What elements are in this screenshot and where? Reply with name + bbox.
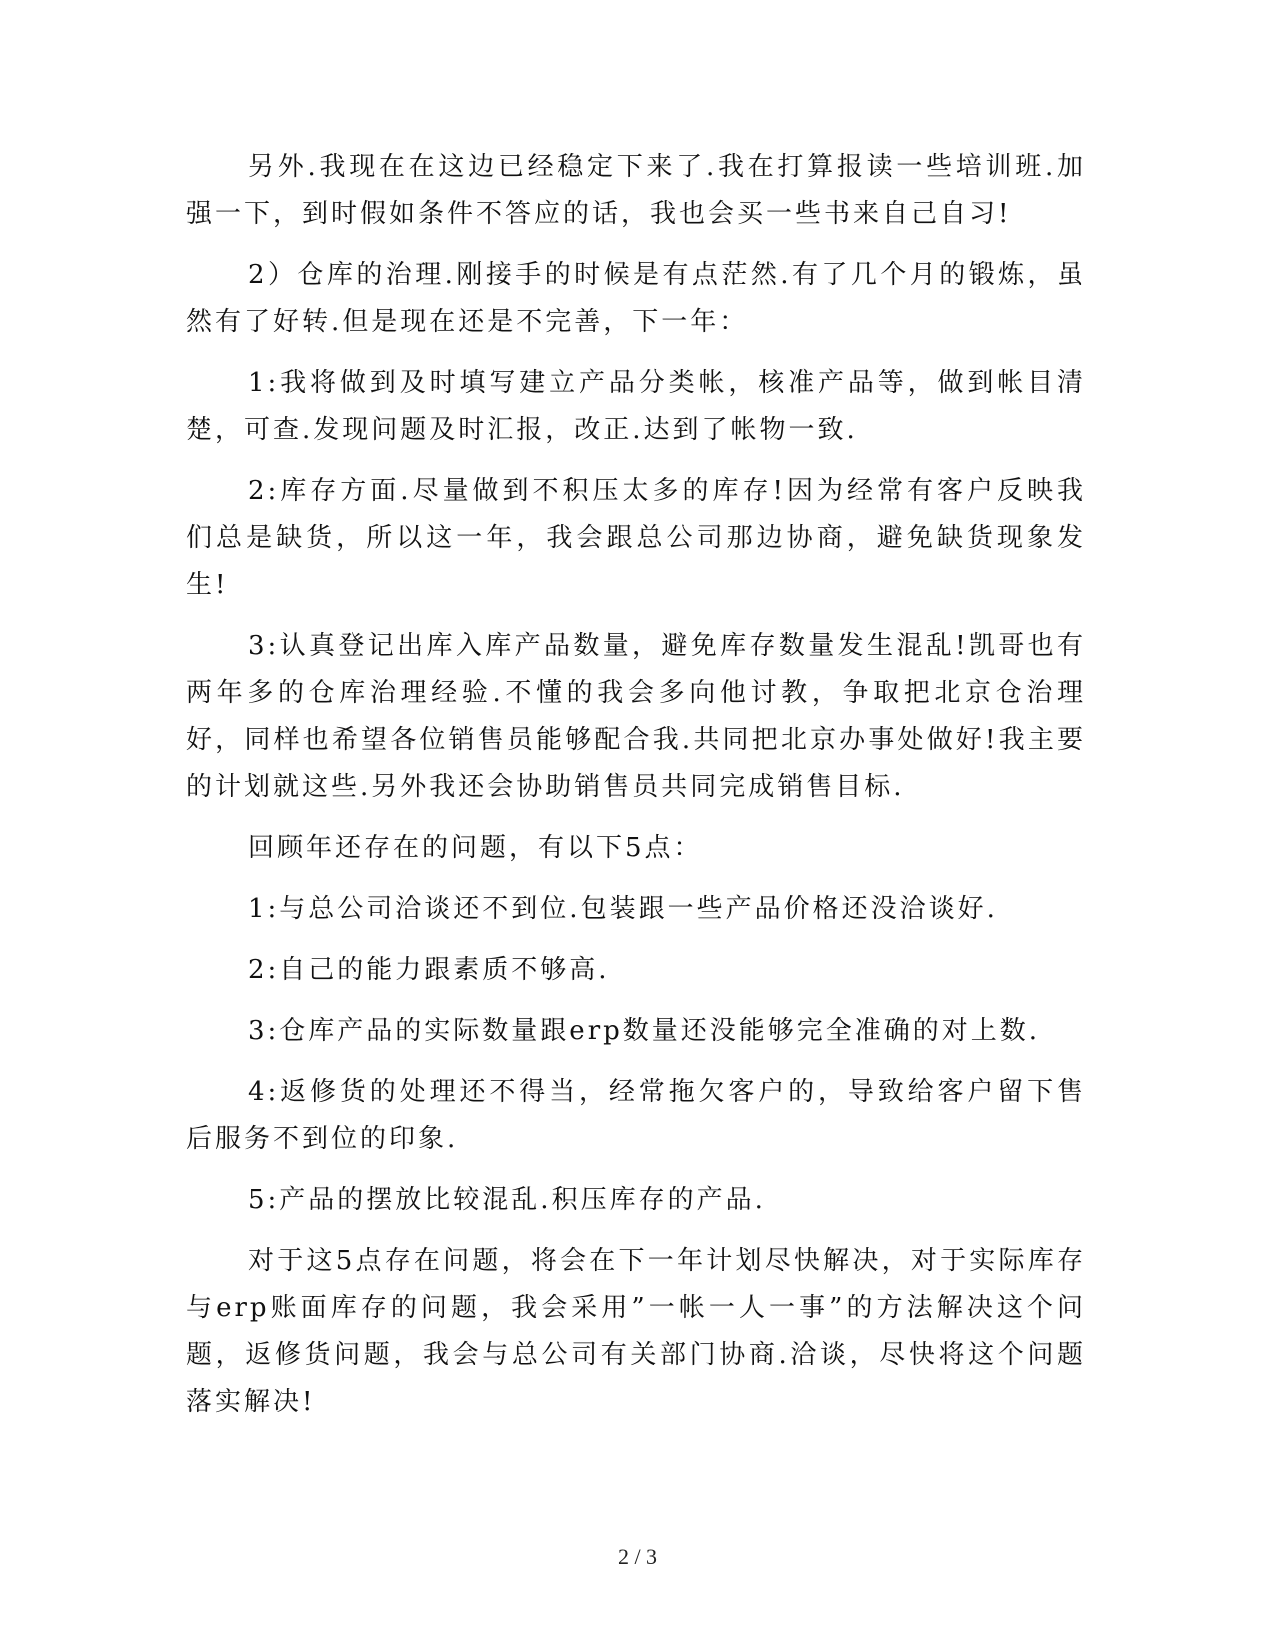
paragraph-plan-item-2: 2:库存方面.尽量做到不积压太多的库存!因为经常有客户反映我们总是缺货，所以这一年，我会跟总公司那边协商，避免缺货现象发生!	[186, 476, 1086, 600]
paragraph-problem-5: 5:产品的摆放比较混乱.积压库存的产品.	[248, 1185, 766, 1215]
paragraph-problems-intro: 回顾年还存在的问题，有以下5点：	[248, 833, 703, 863]
document-body	[186, 144, 1086, 1440]
paragraph-solution: 对于这5点存在问题，将会在下一年计划尽快解决，对于实际库存与erp账面库存的问题，我会采用”一帐一人一事”的方法解决这个问题，返修货问题，我会与总公司有关部门协商.洽谈，尽快将这个问题落实解决!	[186, 1246, 1086, 1417]
paragraph-training-plan: 另外.我现在在这边已经稳定下来了.我在打算报读一些培训班.加强一下，到时假如条件不答应的话，我也会买一些书来自己自习!	[186, 152, 1086, 229]
paragraph-problem-4: 4:返修货的处理还不得当，经常拖欠客户的，导致给客户留下售后服务不到位的印象.	[186, 1077, 1086, 1154]
paragraph-plan-item-1: 1:我将做到及时填写建立产品分类帐，核准产品等，做到帐目清楚，可查.发现问题及时汇报，改正.达到了帐物一致.	[186, 368, 1086, 445]
paragraph-problem-3: 3:仓库产品的实际数量跟erp数量还没能够完全准确的对上数.	[248, 1016, 1041, 1046]
paragraph-problem-2: 2:自己的能力跟素质不够高.	[248, 955, 610, 985]
paragraph-plan-item-3: 3:认真登记出库入库产品数量，避免库存数量发生混乱!凯哥也有两年多的仓库治理经验.不懂的我会多向他讨教，争取把北京仓治理好，同样也希望各位销售员能够配合我.共同把北京办事处做好!我主要的计划就这些.另外我还会协助销售员共同完成销售目标.	[186, 631, 1086, 802]
page-number: 2 / 3	[617, 1544, 658, 1569]
paragraph-problem-1: 1:与总公司洽谈还不到位.包装跟一些产品价格还没洽谈好.	[248, 894, 998, 924]
paragraph-warehouse-management: 2）仓库的治理.刚接手的时候是有点茫然.有了几个月的锻炼，虽然有了好转.但是现在还是不完善，下一年：	[186, 260, 1086, 337]
